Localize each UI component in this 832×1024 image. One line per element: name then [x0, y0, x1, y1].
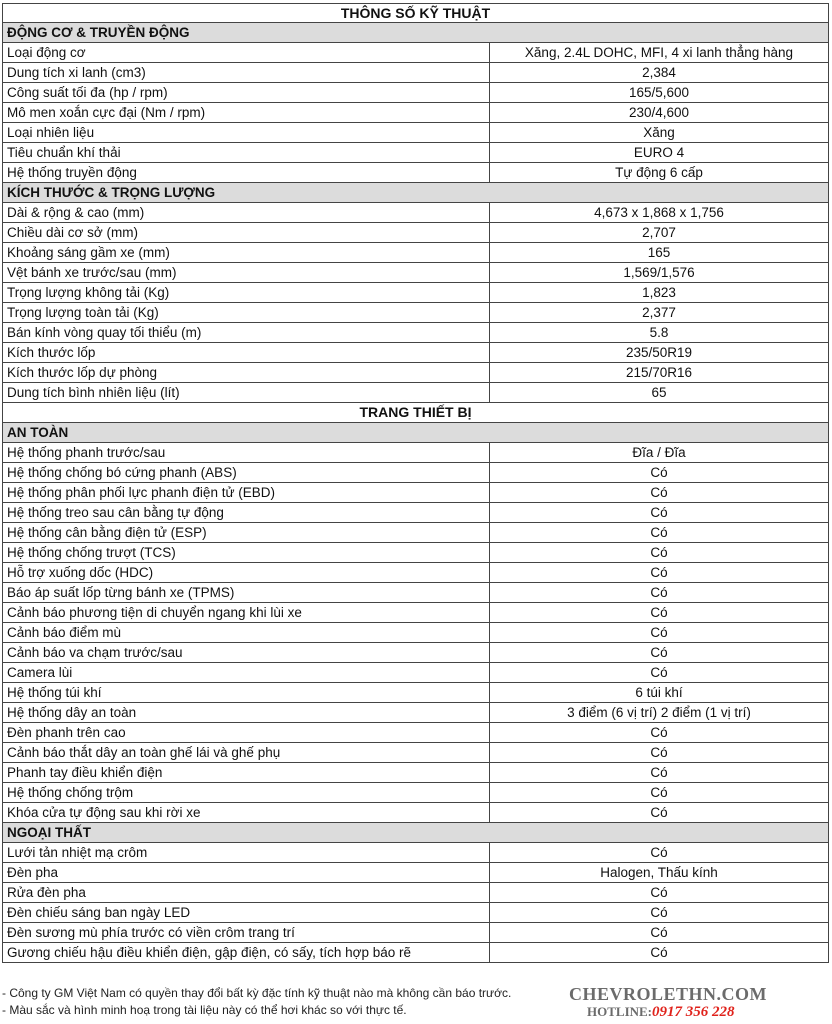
spec-label: Hệ thống chống trộm: [3, 783, 490, 802]
spec-value: Đĩa / Đĩa: [632, 445, 686, 460]
spec-label: Lưới tản nhiệt mạ crôm: [3, 843, 490, 862]
spec-label: Bán kính vòng quay tối thiểu (m): [3, 323, 490, 342]
spec-value: 2,384: [642, 65, 676, 80]
spec-label: Trọng lượng không tải (Kg): [3, 283, 490, 302]
spec-value: 165: [647, 245, 671, 260]
spec-label: Khoảng sáng gầm xe (mm): [3, 243, 490, 262]
spec-row: [2, 283, 829, 303]
spec-label: Dung tích xi lanh (cm3): [3, 63, 490, 82]
spec-row: [2, 303, 829, 323]
spec-value: Có: [650, 745, 668, 760]
spec-label: Vệt bánh xe trước/sau (mm): [3, 263, 490, 282]
spec-row: [2, 463, 829, 483]
spec-row: [2, 483, 829, 503]
spec-row: [2, 723, 829, 743]
spec-row: [2, 683, 829, 703]
spec-value: Có: [650, 765, 668, 780]
spec-label: Kích thước lốp: [3, 343, 490, 362]
spec-label: Chiều dài cơ sở (mm): [3, 223, 490, 242]
spec-value: Có: [650, 545, 668, 560]
spec-value: Có: [650, 905, 668, 920]
spec-value: 5.8: [649, 325, 669, 340]
spec-row: [2, 123, 829, 143]
spec-value: Halogen, Thấu kính: [600, 865, 718, 880]
spec-row: [2, 83, 829, 103]
spec-row: [2, 923, 829, 943]
spec-row: [2, 763, 829, 783]
spec-value: 1,569/1,576: [623, 265, 695, 280]
spec-value: 4,673 x 1,868 x 1,756: [594, 205, 724, 220]
spec-label: Đèn phanh trên cao: [3, 723, 490, 742]
spec-label: Phanh tay điều khiển điện: [3, 763, 490, 782]
spec-row: [2, 863, 829, 883]
spec-label: Hệ thống phanh trước/sau: [3, 443, 490, 462]
spec-label: Hệ thống chống trượt (TCS): [3, 543, 490, 562]
spec-label: Trọng lượng toàn tải (Kg): [3, 303, 490, 322]
spec-label: Khóa cửa tự động sau khi rời xe: [3, 803, 490, 822]
spec-row: [2, 103, 829, 123]
spec-value: 235/50R19: [625, 345, 693, 360]
spec-row: [2, 783, 829, 803]
spec-value: Xăng, 2.4L DOHC, MFI, 4 xi lanh thẳng hàng: [524, 45, 794, 60]
spec-row: [2, 943, 829, 963]
spec-row: [2, 43, 829, 63]
spec-label: Kích thước lốp dự phòng: [3, 363, 490, 382]
spec-row: [2, 243, 829, 263]
spec-value: Có: [650, 925, 668, 940]
hotline-label: HOTLINE:: [587, 1004, 653, 1019]
spec-value: 3 điểm (6 vị trí) 2 điểm (1 vị trí): [567, 705, 751, 720]
spec-row: [2, 443, 829, 463]
spec-label: Hỗ trợ xuống dốc (HDC): [3, 563, 490, 582]
spec-value: Có: [650, 485, 668, 500]
spec-row: [2, 563, 829, 583]
spec-row: [2, 583, 829, 603]
table-title: THÔNG SỐ KỸ THUẬT: [2, 3, 829, 23]
spec-row: [2, 203, 829, 223]
spec-value: 6 túi khí: [635, 685, 683, 700]
spec-label: Hệ thống túi khí: [3, 683, 490, 702]
spec-row: [2, 903, 829, 923]
spec-row: [2, 703, 829, 723]
spec-value: 2,377: [642, 305, 676, 320]
spec-value: Có: [650, 605, 668, 620]
spec-value: Có: [650, 785, 668, 800]
hotline-number: 0917 356 228: [652, 1004, 735, 1020]
spec-value: Có: [650, 625, 668, 640]
spec-label: Báo áp suất lốp từng bánh xe (TPMS): [3, 583, 490, 602]
spec-value: 165/5,600: [628, 85, 690, 100]
spec-label: Camera lùi: [3, 663, 490, 682]
spec-row: [2, 263, 829, 283]
spec-row: [2, 603, 829, 623]
spec-label: Tiêu chuẩn khí thải: [3, 143, 490, 162]
spec-label: Mô men xoắn cực đại (Nm / rpm): [3, 103, 490, 122]
spec-label: Gương chiếu hậu điều khiển điện, gập điện, có sấy, tích hợp báo rẽ: [3, 943, 490, 962]
spec-row: [2, 643, 829, 663]
spec-row: [2, 883, 829, 903]
spec-value: Có: [650, 645, 668, 660]
footer: [2, 982, 830, 1022]
spec-value: 230/4,600: [628, 105, 690, 120]
spec-value: Có: [650, 525, 668, 540]
spec-value: 1,823: [642, 285, 676, 300]
spec-value: Có: [650, 585, 668, 600]
spec-row: [2, 383, 829, 403]
spec-label: Rửa đèn pha: [3, 883, 490, 902]
spec-label: Đèn sương mù phía trước có viền crôm trang trí: [3, 923, 490, 942]
spec-label: Hệ thống chống bó cứng phanh (ABS): [3, 463, 490, 482]
disclaimer-note-2: - Màu sắc và hình minh hoạ trong tài liệu này có thể hơi khác so với thực tế.: [2, 1003, 407, 1017]
spec-label: Công suất tối đa (hp / rpm): [3, 83, 490, 102]
spec-row: [2, 223, 829, 243]
spec-value: 2,707: [642, 225, 676, 240]
spec-row: [2, 143, 829, 163]
spec-value: Có: [650, 505, 668, 520]
spec-row: [2, 843, 829, 863]
spec-value: Có: [650, 805, 668, 820]
spec-label: Hệ thống dây an toàn: [3, 703, 490, 722]
spec-label: Cảnh báo thắt dây an toàn ghế lái và ghế phụ: [3, 743, 490, 762]
spec-label: Hệ thống cân bằng điện tử (ESP): [3, 523, 490, 542]
spec-row: [2, 343, 829, 363]
spec-value: Có: [650, 665, 668, 680]
brand-website: CHEVROLETHN.COM: [569, 984, 768, 1004]
section-header: ĐỘNG CƠ & TRUYỀN ĐỘNG: [2, 23, 829, 43]
spec-label: Dài & rộng & cao (mm): [3, 203, 490, 222]
spec-value: Có: [650, 945, 668, 960]
spec-value: Có: [650, 845, 668, 860]
spec-row: [2, 363, 829, 383]
spec-row: [2, 503, 829, 523]
spec-value: Xăng: [643, 125, 675, 140]
spec-rows: [2, 23, 829, 963]
spec-row: [2, 63, 829, 83]
spec-label: Hệ thống treo sau cân bằng tự động: [3, 503, 490, 522]
disclaimer-note-1: - Công ty GM Việt Nam có quyền thay đổi bất kỳ đặc tính kỹ thuật nào mà không cần báo trước.: [2, 986, 512, 1000]
section-header: AN TOÀN: [2, 423, 829, 443]
spec-value: EURO 4: [633, 145, 685, 160]
spec-label: Cảnh báo phương tiện di chuyển ngang khi lùi xe: [3, 603, 490, 622]
spec-row: [2, 543, 829, 563]
spec-row: [2, 663, 829, 683]
spec-row: [2, 523, 829, 543]
spec-row: [2, 743, 829, 763]
hotline: [587, 1004, 735, 1021]
spec-value: 215/70R16: [625, 365, 693, 380]
spec-label: Dung tích bình nhiên liệu (lít): [3, 383, 490, 402]
spec-label: Cảnh báo điểm mù: [3, 623, 490, 642]
spec-label: Đèn chiếu sáng ban ngày LED: [3, 903, 490, 922]
spec-label: Đèn pha: [3, 863, 490, 882]
group-heading: TRANG THIẾT BỊ: [2, 403, 829, 423]
spec-value: Có: [650, 885, 668, 900]
spec-value: Tự động 6 cấp: [615, 165, 703, 180]
spec-value: 65: [651, 385, 667, 400]
section-header: NGOẠI THẤT: [2, 823, 829, 843]
spec-value: Có: [650, 565, 668, 580]
spec-row: [2, 323, 829, 343]
spec-table: [2, 3, 829, 963]
spec-row: [2, 803, 829, 823]
spec-row: [2, 163, 829, 183]
spec-value: Có: [650, 465, 668, 480]
spec-value: Có: [650, 725, 668, 740]
spec-label: Hệ thống phân phối lực phanh điện tử (EBD): [3, 483, 490, 502]
section-header: KÍCH THƯỚC & TRỌNG LƯỢNG: [2, 183, 829, 203]
spec-label: Hệ thống truyền động: [3, 163, 490, 182]
spec-row: [2, 623, 829, 643]
spec-label: Loại động cơ: [3, 43, 490, 62]
spec-label: Cảnh báo va chạm trước/sau: [3, 643, 490, 662]
spec-label: Loại nhiên liệu: [3, 123, 490, 142]
